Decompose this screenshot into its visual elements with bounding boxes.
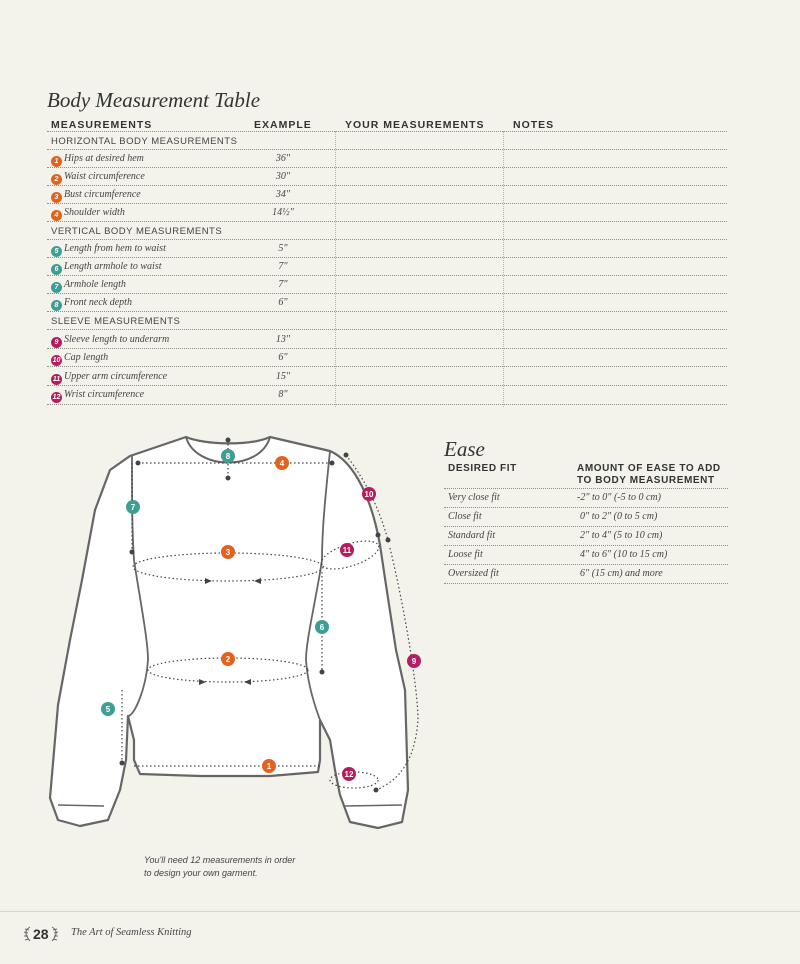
table-row — [51, 261, 162, 275]
footer-rule — [0, 911, 800, 912]
end-dot — [136, 461, 141, 466]
row-rule — [47, 239, 727, 240]
end-dot — [344, 453, 349, 458]
ease-row-fit: Loose fit — [448, 549, 483, 560]
row-rule — [47, 293, 727, 294]
row-example: 13" — [275, 334, 291, 345]
row-label: Waist circumference — [64, 171, 145, 182]
marker-badge: 9 — [51, 337, 62, 348]
row-label: Wrist circumference — [64, 389, 145, 400]
marker-badge: 2 — [51, 174, 62, 185]
end-dot — [226, 476, 231, 481]
row-rule — [47, 366, 727, 367]
table-row — [51, 297, 132, 311]
svg-text:3: 3 — [225, 548, 231, 557]
table-row — [51, 279, 126, 293]
page-number-block — [22, 925, 60, 943]
row-label: Shoulder width — [64, 207, 125, 218]
left-cuff — [58, 805, 104, 806]
row-label: Length from hem to waist — [64, 243, 166, 254]
svg-text:2: 2 — [225, 655, 231, 664]
leaf-ornament-right-icon — [50, 926, 60, 942]
ease-row-fit: Standard fit — [448, 530, 496, 541]
ease-header-amount-line2: TO BODY MEASUREMENT — [577, 475, 715, 486]
marker-badge: 10 — [52, 357, 61, 364]
marker-badge: 7 — [51, 282, 62, 293]
ease-header-fit: DESIRED FIT — [448, 463, 517, 474]
row-rule — [47, 275, 727, 276]
leaf-ornament-left-icon — [22, 926, 32, 942]
table-row — [51, 334, 169, 348]
ease-rule — [444, 488, 728, 489]
ease-title: Ease — [444, 437, 485, 461]
row-example: 7" — [278, 261, 288, 272]
end-dot — [376, 533, 381, 538]
book-title: The Art of Seamless Knitting — [71, 927, 192, 938]
row-example: 15" — [275, 371, 291, 382]
row-label: Cap length — [64, 352, 109, 363]
row-label: Front neck depth — [64, 297, 132, 308]
section-title-sleeve: SLEEVE MEASUREMENTS — [51, 316, 181, 327]
ease-row-fit: Oversized fit — [448, 568, 499, 579]
header-your-measurements: YOUR MEASUREMENTS — [345, 119, 485, 131]
row-label: Sleeve length to underarm — [64, 334, 170, 345]
svg-text:12: 12 — [344, 770, 354, 779]
sweater-outline — [50, 437, 408, 828]
svg-text:1: 1 — [266, 762, 272, 771]
svg-text:10: 10 — [364, 490, 374, 499]
row-example: 14½" — [272, 207, 294, 218]
svg-text:7: 7 — [130, 503, 136, 512]
caption-line-1: You'll need 12 measurements in order — [144, 855, 296, 865]
row-label: Armhole length — [64, 279, 126, 290]
ease-row-amount: 2" to 4" (5 to 10 cm) — [580, 530, 663, 541]
ease-row-amount: 0" to 2" (0 to 5 cm) — [580, 511, 658, 522]
ease-row-fit: Very close fit — [448, 492, 500, 503]
marker-11 — [340, 543, 354, 557]
header-measurements: MEASUREMENTS — [51, 119, 153, 131]
row-rule — [47, 385, 727, 386]
marker-badge: 5 — [51, 246, 62, 257]
table-row — [51, 189, 141, 203]
marker-badge: 11 — [52, 376, 61, 383]
table-row — [51, 371, 167, 385]
end-dot — [330, 461, 335, 466]
table-row — [51, 243, 166, 257]
marker-12 — [342, 767, 356, 781]
row-label: Upper arm circumference — [64, 371, 168, 382]
svg-text:4: 4 — [279, 459, 285, 468]
marker-7 — [126, 500, 140, 514]
marker-10 — [362, 487, 376, 501]
diagram-caption — [144, 854, 295, 880]
row-example: 34" — [275, 189, 291, 200]
table-row — [51, 171, 145, 185]
end-dot — [120, 761, 125, 766]
row-rule — [47, 329, 727, 330]
svg-text:9: 9 — [411, 657, 417, 666]
table-title: Body Measurement Table — [47, 88, 261, 112]
marker-badge: 8 — [51, 300, 62, 311]
ease-row-amount: 6" (15 cm) and more — [580, 568, 663, 579]
header-notes: NOTES — [513, 119, 555, 131]
end-dot — [374, 788, 379, 793]
ease-header-amount — [577, 463, 721, 487]
row-rule — [47, 167, 727, 168]
row-label: Hips at desired hem — [64, 153, 144, 164]
ease-header-amount-line1: AMOUNT OF EASE TO ADD — [577, 463, 721, 474]
ease-row-fit: Close fit — [448, 511, 482, 522]
row-rule — [47, 149, 727, 150]
row-label: Length armhole to waist — [64, 261, 162, 272]
section-title-horizontal: HORIZONTAL BODY MEASUREMENTS — [51, 136, 238, 147]
marker-badge: 1 — [51, 156, 62, 167]
row-rule — [47, 203, 727, 204]
svg-text:5: 5 — [105, 705, 111, 714]
marker-2 — [221, 652, 235, 666]
ease-row-amount: -2" to 0" (-5 to 0 cm) — [577, 492, 661, 503]
page-number: 28 — [33, 926, 49, 942]
row-example: 36" — [275, 153, 291, 164]
row-rule — [47, 257, 727, 258]
row-label: Bust circumference — [64, 189, 141, 200]
ease-row-amount: 4" to 6" (10 to 15 cm) — [580, 549, 668, 560]
ease-rule — [444, 526, 728, 527]
table-row — [51, 207, 125, 221]
marker-8 — [221, 449, 235, 463]
marker-4 — [275, 456, 289, 470]
marker-3 — [221, 545, 235, 559]
row-example: 7" — [278, 279, 288, 290]
row-rule — [47, 185, 727, 186]
end-dot — [130, 550, 135, 555]
marker-5 — [101, 702, 115, 716]
row-example: 5" — [278, 243, 288, 254]
marker-badge: 4 — [51, 210, 62, 221]
header-example: EXAMPLE — [254, 119, 312, 131]
table-row — [51, 352, 108, 366]
ease-rule — [444, 564, 728, 565]
table-row — [51, 389, 144, 403]
marker-badge: 3 — [51, 192, 62, 203]
caption-line-2: to design your own garment. — [144, 868, 258, 878]
ease-rule — [444, 507, 728, 508]
row-example: 6" — [278, 352, 288, 363]
row-rule — [47, 221, 727, 222]
svg-text:8: 8 — [225, 452, 231, 461]
svg-text:11: 11 — [342, 546, 352, 555]
ease-rule — [444, 545, 728, 546]
table-row — [51, 153, 144, 167]
row-example: 30" — [275, 171, 291, 182]
row-rule — [47, 348, 727, 349]
header-rule — [47, 131, 727, 132]
section-title-vertical: VERTICAL BODY MEASUREMENTS — [51, 226, 223, 237]
row-example: 8" — [278, 389, 288, 400]
marker-badge: 12 — [52, 394, 61, 401]
row-rule — [47, 404, 727, 405]
row-rule — [47, 311, 727, 312]
sweater-diagram — [0, 420, 440, 840]
marker-badge: 6 — [51, 264, 62, 275]
end-dot — [226, 438, 231, 443]
right-cuff — [345, 805, 402, 806]
row-example: 6" — [278, 297, 288, 308]
end-dot — [320, 670, 325, 675]
end-dot — [386, 538, 391, 543]
marker-9 — [407, 654, 421, 668]
ease-rule — [444, 583, 728, 584]
svg-text:6: 6 — [319, 623, 325, 632]
marker-6 — [315, 620, 329, 634]
marker-1 — [262, 759, 276, 773]
